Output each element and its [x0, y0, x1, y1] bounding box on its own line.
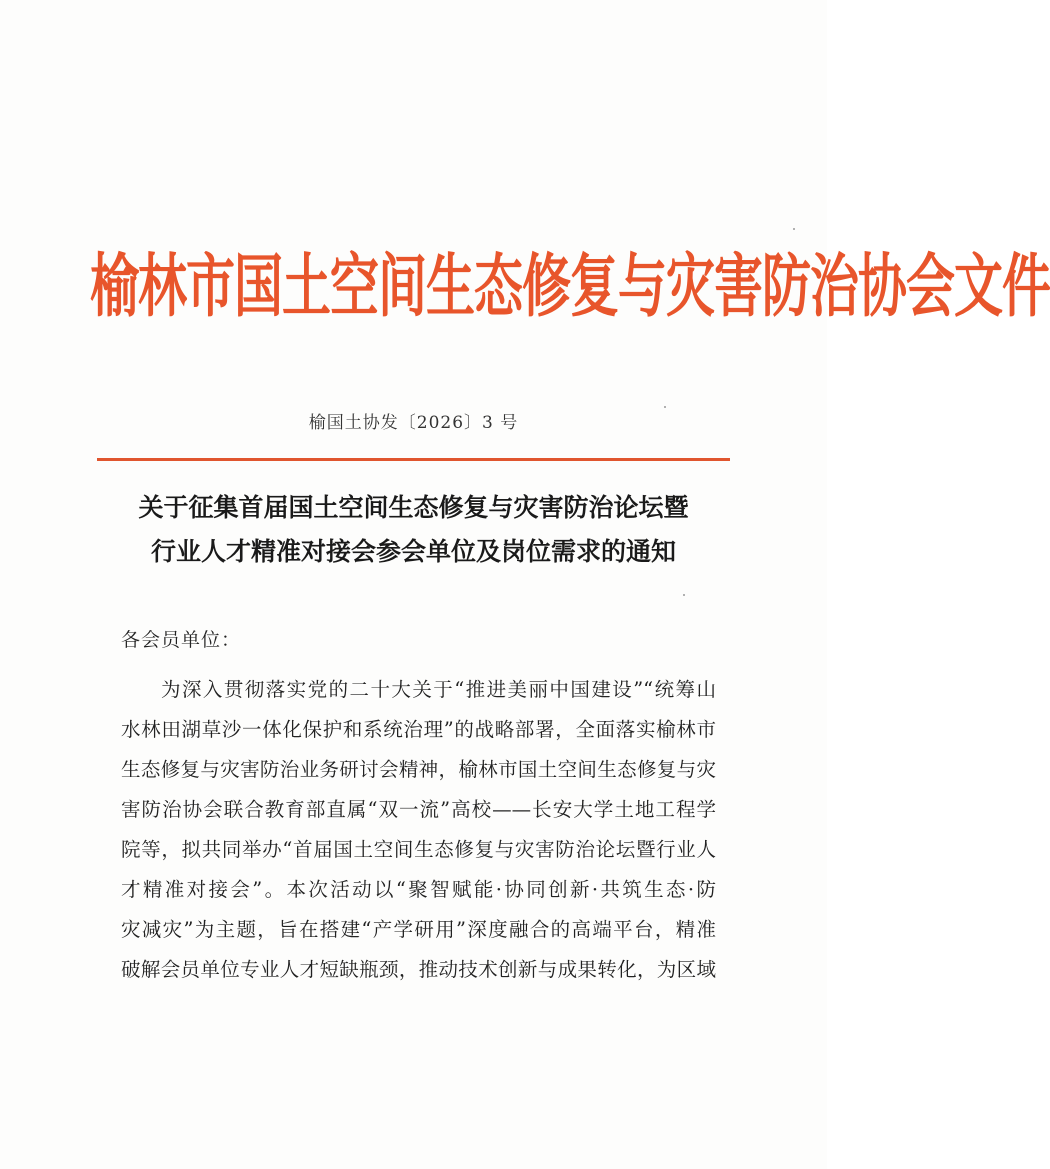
- scan-speck: [664, 406, 666, 408]
- notice-title: [60, 486, 767, 574]
- scan-speck: [793, 228, 795, 230]
- organization-header-title: 榆林市国土空间生态修复与灾害防治协会文件: [90, 245, 1050, 327]
- notice-title-line-2: 行业人才精准对接会参会单位及岗位需求的通知: [150, 537, 676, 566]
- salutation: 各会员单位：: [121, 629, 242, 651]
- body-line: 水林田湖草沙一体化保护和系统治理”的战略部署，全面落实榆林市: [121, 718, 716, 741]
- body-line: 院等，拟共同举办“首届国土空间生态修复与灾害防治论坛暨行业人: [121, 838, 716, 861]
- body-paragraph: [121, 670, 716, 990]
- notice-title-line-1: 关于征集首届国土空间生态修复与灾害防治论坛暨: [138, 493, 689, 522]
- body-line: 生态修复与灾害防治业务研讨会精神，榆林市国土空间生态修复与灾: [121, 758, 716, 781]
- body-line: 破解会员单位专业人才短缺瓶颈，推动技术创新与成果转化，为区域: [121, 958, 716, 981]
- body-line: 为深入贯彻落实党的二十大关于“推进美丽中国建设”“统筹山: [161, 678, 716, 701]
- red-divider-line: [97, 458, 730, 461]
- body-line: 害防治协会联合教育部直属“双一流”高校——长安大学土地工程学: [121, 798, 716, 821]
- document-number: 榆国土协发〔2026〕3 号: [308, 413, 519, 433]
- body-line: 才精准对接会”。本次活动以“聚智赋能·协同创新·共筑生态·防: [121, 878, 716, 901]
- scan-speck: [683, 594, 685, 596]
- body-line: 灾减灾”为主题，旨在搭建“产学研用”深度融合的高端平台，精准: [121, 918, 716, 941]
